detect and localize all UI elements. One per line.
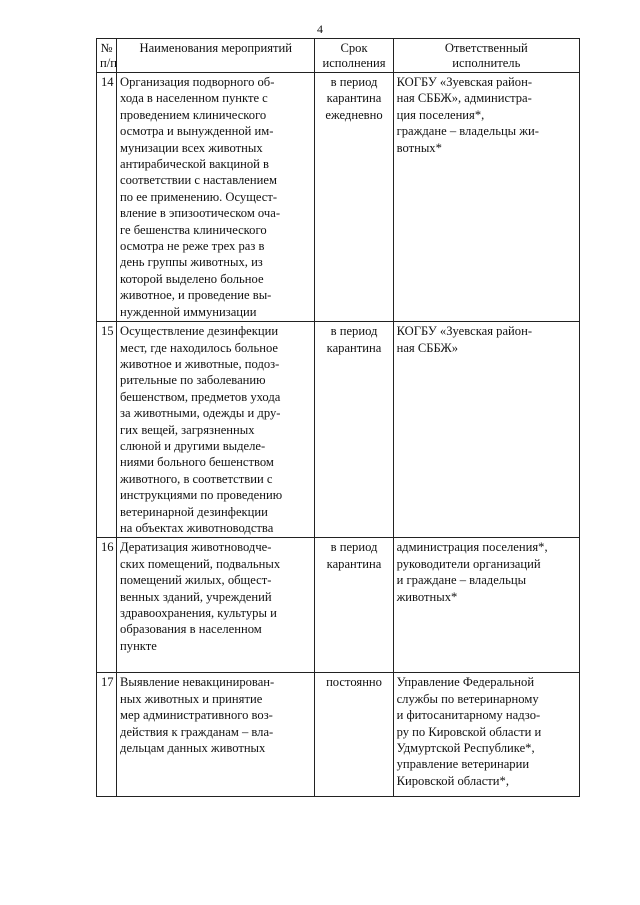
text-line: инструкциями по проведению [120, 488, 283, 503]
text-line: день группы животных, из [120, 255, 263, 270]
text-line: животное и животные, подоз- [120, 356, 280, 371]
text-line: ских помещений, подвальных [120, 556, 281, 571]
text-line: карантина [326, 91, 382, 106]
text-line: ная СББЖ», администра- [396, 91, 532, 106]
text-line: проведением клинического [120, 107, 267, 122]
text-line: помещений жилых, общест- [120, 573, 272, 588]
responsible-cell [393, 538, 579, 673]
text-line: пункте [120, 638, 157, 653]
text-line: в период [330, 75, 378, 89]
text-line: антирабической вакциной в [120, 157, 269, 172]
measures-table [96, 38, 580, 797]
text-line: хода в населенном пункте с [120, 91, 268, 106]
page-number: 4 [317, 22, 323, 36]
text-line: Удмуртской Республике*, [396, 741, 535, 755]
text-line: животное, и проведение вы- [120, 288, 272, 303]
text-line: № [100, 41, 113, 55]
text-line: осмотра и вынужденной им- [120, 124, 274, 139]
text-line: КОГБУ «Зуевская район- [396, 324, 533, 339]
table-row [97, 673, 580, 797]
term-cell [315, 673, 393, 797]
responsible-cell [393, 73, 579, 322]
text-line: ных животных и принятие [120, 691, 263, 706]
text-line: рительные по заболеванию [120, 373, 266, 388]
text-line: Ответственный [444, 41, 528, 55]
text-line: Выявление невакцинирован- [120, 675, 275, 690]
text-line: Наименования мероприятий [139, 41, 292, 55]
text-line: Организация подворного об- [120, 75, 275, 89]
row-number: 14 [97, 73, 117, 322]
responsible-cell [393, 673, 579, 797]
text-line: службы по ветеринарному [396, 691, 539, 706]
text-line: Кировской области*, [396, 773, 509, 788]
text-line: здравоохранения, культуры и [120, 606, 277, 620]
header-measure-name [117, 39, 315, 73]
text-line: действия к гражданам – вла- [120, 724, 274, 739]
text-line: ция поселения*, [396, 107, 485, 122]
text-line: бешенством, предметов ухода [120, 389, 281, 404]
text-line: Осуществление дезинфекции [120, 324, 279, 339]
text-line: вотных* [396, 140, 442, 155]
text-line: мунизации всех животных [120, 140, 263, 155]
text-line: животных* [396, 589, 458, 604]
header-responsible [393, 39, 579, 73]
text-line: слюной и другими выделе- [120, 438, 266, 453]
text-line: ежедневно [325, 107, 383, 122]
term-cell [315, 73, 393, 322]
text-line: в период [330, 324, 378, 339]
text-line: исполнения [322, 56, 386, 70]
text-line: КОГБУ «Зуевская район- [396, 75, 533, 89]
table-header-row [97, 39, 580, 73]
text-line: ная СББЖ» [396, 340, 458, 355]
table-row [97, 322, 580, 538]
text-line: нужденной иммунизации [120, 304, 257, 319]
text-line: карантина [326, 340, 382, 355]
text-line: граждане – владельцы жи- [396, 124, 539, 139]
text-line: постоянно [326, 675, 382, 690]
header-term [315, 39, 393, 73]
text-line: администрация поселения*, [396, 540, 548, 555]
measure-name-cell [117, 673, 315, 797]
row-number: 17 [97, 673, 117, 797]
text-line: Дератизация животноводче- [120, 540, 272, 555]
term-cell [315, 322, 393, 538]
text-line: руководители организаций [396, 556, 541, 571]
text-line: и граждане – владельцы [396, 573, 527, 588]
text-line: Срок [340, 41, 368, 55]
text-line: по ее применению. Осущест- [120, 189, 278, 204]
measure-name-cell [117, 538, 315, 673]
text-line: животного, в соответствии с [120, 471, 273, 486]
text-line: дельцам данных животных [120, 741, 266, 755]
text-line: и фитосанитарному надзо- [396, 708, 541, 723]
text-line: соответствии с наставлением [120, 173, 277, 188]
text-line: которой выделено больное [120, 271, 264, 286]
text-line: гих вещей, загрязненных [120, 422, 255, 437]
text-line: карантина [326, 556, 382, 571]
text-line: образования в населенном [120, 622, 262, 637]
text-line: вление в эпизоотическом оча- [120, 206, 281, 221]
responsible-cell [393, 322, 579, 538]
text-line: исполнитель [452, 56, 521, 70]
text-line: за животными, одежды и дру- [120, 406, 281, 421]
measure-name-cell [117, 322, 315, 538]
text-line: Управление Федеральной [396, 675, 535, 690]
text-line: в период [330, 540, 378, 555]
text-line: на объектах животноводства [120, 520, 274, 535]
row-number: 15 [97, 322, 117, 538]
text-line: ветеринарной дезинфекции [120, 504, 268, 519]
table-row [97, 73, 580, 322]
term-cell [315, 538, 393, 673]
text-line: венных зданий, учреждений [120, 589, 272, 604]
text-line: осмотра не реже трех раз в [120, 239, 265, 254]
text-line: мест, где находилось больное [120, 340, 278, 355]
text-line: ге бешенства клинического [120, 222, 267, 237]
row-number: 16 [97, 538, 117, 673]
table-row [97, 538, 580, 673]
text-line: управление ветеринарии [396, 757, 530, 772]
text-line: п/п [100, 56, 117, 70]
measure-name-cell [117, 73, 315, 322]
header-number [97, 39, 117, 73]
text-line: ру по Кировской области и [396, 724, 542, 739]
text-line: ниями больного бешенством [120, 455, 274, 470]
text-line: мер административного воз- [120, 708, 273, 723]
